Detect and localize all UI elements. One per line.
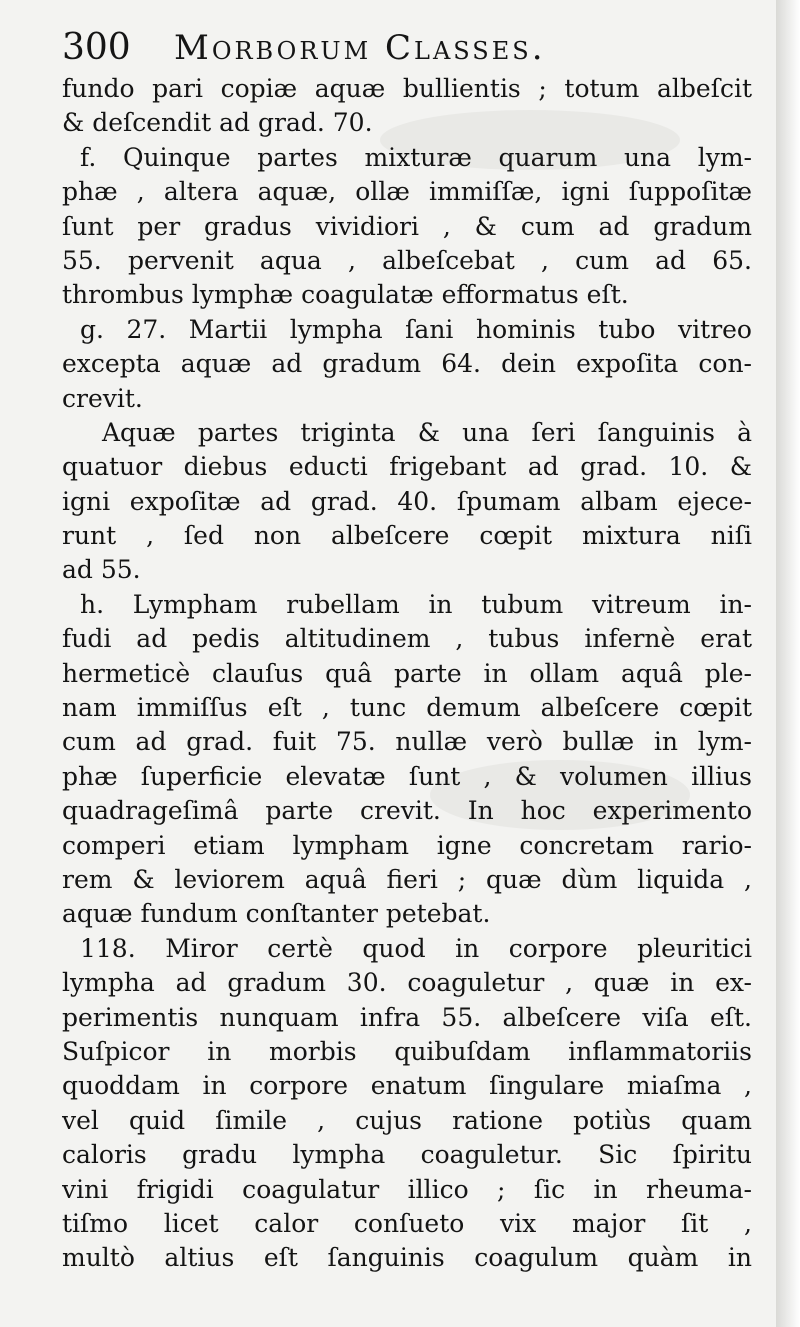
text-line: rem & leviorem aquâ fieri ; quæ dùm liquida , bbox=[62, 864, 752, 894]
text-line: hermeticè clauſus quâ parte in ollam aquâ ple- bbox=[62, 658, 752, 688]
running-head: Morborum Classes. bbox=[174, 28, 546, 68]
text-line: nam immiſſus eſt , tunc demum albeſcere cœpit bbox=[62, 693, 752, 723]
text-line: excepta aquæ ad gradum 64. dein expoſita con- bbox=[62, 349, 752, 379]
text-line: comperi etiam lympham igne concretam rario- bbox=[62, 830, 752, 860]
text-line: g. 27. Martii lympha ſani hominis tubo vitreo bbox=[80, 314, 752, 344]
text-line: crevit. bbox=[62, 383, 143, 413]
text-line: h. Lympham rubellam in tubum vitreum in- bbox=[80, 589, 752, 619]
text-line: f. Quinque partes mixturæ quarum una lym- bbox=[80, 142, 752, 172]
text-line: 118. Miror certè quod in corpore pleuritici bbox=[80, 933, 752, 963]
text-line: quoddam in corpore enatum ſingulare miaſma , bbox=[62, 1071, 752, 1101]
text-line: phæ , altera aquæ, ollæ immiſſæ, igni ſuppoſitæ bbox=[62, 177, 752, 207]
text-line: igni expoſitæ ad grad. 40. ſpumam albam ejece- bbox=[62, 486, 752, 516]
text-line: Suſpicor in morbis quibuſdam inflammatoriis bbox=[62, 1036, 752, 1066]
page-header bbox=[62, 22, 752, 72]
page-number: 300 bbox=[62, 27, 131, 68]
text-line: Aquæ partes triginta & una ſeri ſanguinis à bbox=[102, 417, 752, 447]
text-line: cum ad grad. fuit 75. nullæ verò bullæ in lym- bbox=[62, 727, 752, 757]
text-line: thrombus lymphæ coagulatæ efformatus eſt. bbox=[62, 280, 629, 310]
text-line: quatuor diebus educti frigebant ad grad. 10. & bbox=[62, 452, 752, 482]
text-line: lympha ad gradum 30. coaguletur , quæ in ex- bbox=[62, 968, 752, 998]
text-line: & deſcendit ad grad. 70. bbox=[62, 108, 373, 138]
text-line: fundo pari copiæ aquæ bullientis ; totum albeſcit bbox=[62, 74, 752, 103]
text-line: ſunt per gradus vividiori , & cum ad gradum bbox=[62, 211, 752, 241]
text-line: 55. pervenit aqua , albeſcebat , cum ad 65. bbox=[62, 245, 752, 275]
text-line: vini frigidi coagulatur illico ; ſic in rheuma- bbox=[62, 1174, 752, 1204]
text-line: phæ ſuperficie elevatæ ſunt , & volumen illius bbox=[62, 761, 752, 791]
text-line: aquæ fundum conſtanter petebat. bbox=[62, 899, 491, 929]
text-line: perimentis nunquam infra 55. albeſcere viſa eſt. bbox=[62, 1002, 752, 1032]
text-line: quadrageſimâ parte crevit. In hoc experimento bbox=[62, 796, 752, 826]
text-line: runt , ſed non albeſcere cœpit mixtura niſi bbox=[62, 521, 752, 551]
text-line: fudi ad pedis altitudinem , tubus infernè erat bbox=[62, 624, 752, 654]
text-line: ad 55. bbox=[62, 555, 141, 585]
text-line: tiſmo licet calor conſueto vix major ſit , bbox=[62, 1208, 752, 1238]
body-text bbox=[62, 72, 752, 1276]
page-edge bbox=[776, 0, 800, 1327]
text-line: multò altius eſt ſanguinis coagulum quàm in bbox=[62, 1243, 752, 1273]
text-line: vel quid ſimile , cujus ratione potiùs quam bbox=[62, 1105, 752, 1135]
text-line: caloris gradu lympha coaguletur. Sic ſpiritu bbox=[62, 1140, 752, 1170]
